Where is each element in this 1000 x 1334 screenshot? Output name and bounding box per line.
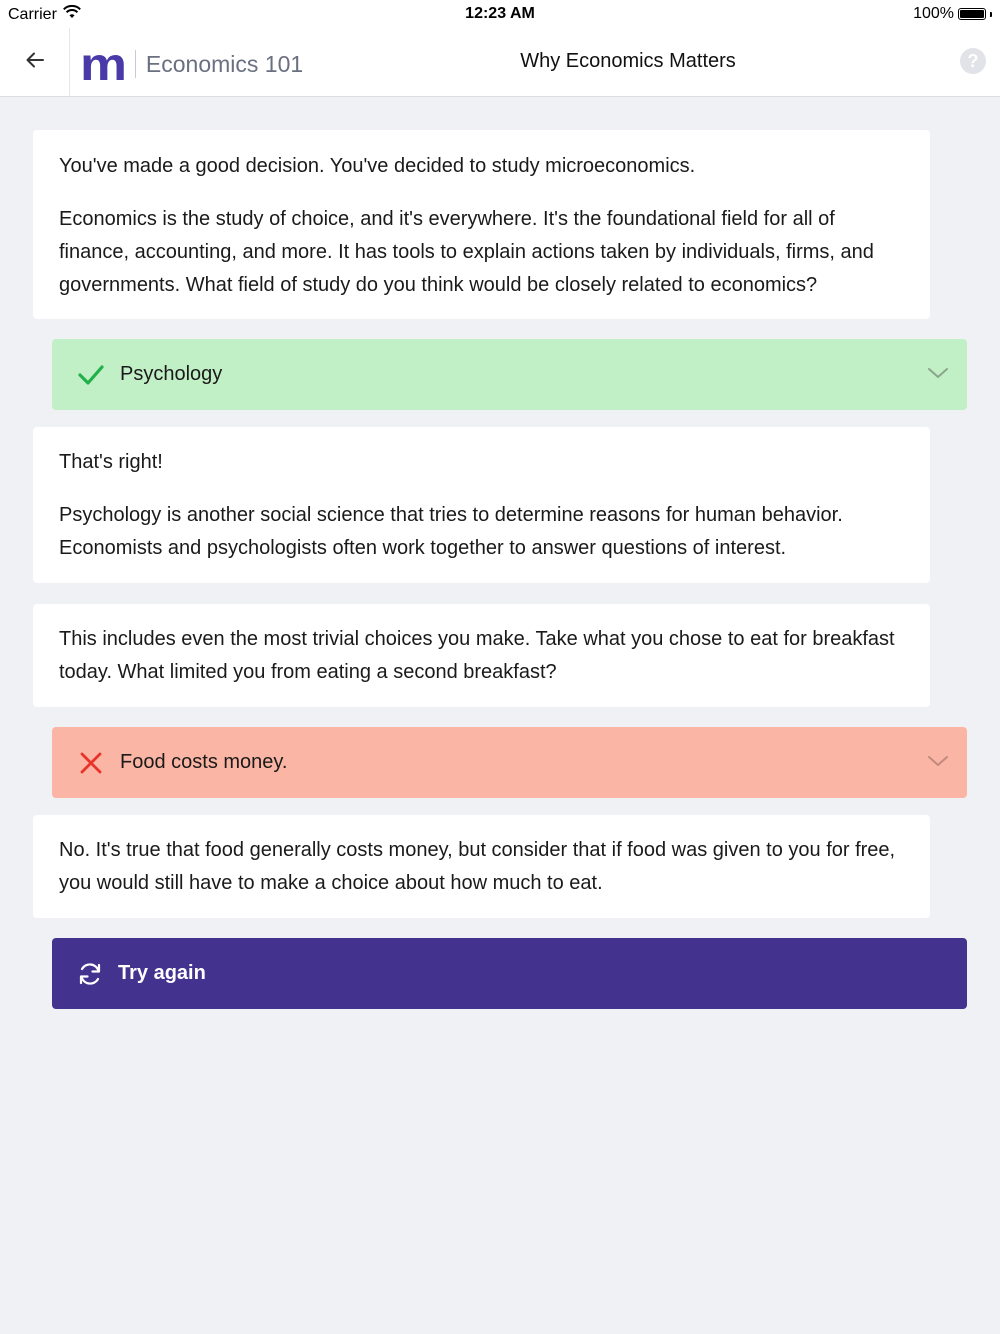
checkmark-icon	[76, 360, 106, 390]
feedback-card	[33, 815, 930, 918]
status-time: 12:23 AM	[465, 5, 535, 22]
back-button[interactable]	[0, 28, 70, 96]
question-text: This includes even the most trivial choices you make. Take what you chose to eat for breakfast today. What limited you from eating a second breakfast?	[59, 628, 895, 683]
answer-label: Psychology	[120, 363, 223, 385]
intro-card	[33, 130, 930, 319]
answer-option-incorrect[interactable]	[52, 727, 967, 798]
carrier-label: Carrier	[8, 5, 57, 23]
battery-icon	[958, 8, 986, 20]
feedback-heading: That's right!	[59, 451, 163, 473]
status-battery	[913, 5, 992, 23]
brand-divider	[135, 50, 136, 78]
answer-option-correct[interactable]	[52, 339, 967, 410]
course-title: Economics 101	[145, 50, 304, 77]
answer-label: Food costs money.	[120, 751, 288, 773]
brand-logo: m	[80, 38, 125, 90]
chevron-down-icon	[927, 751, 949, 774]
x-icon	[76, 748, 106, 778]
question-card	[33, 604, 930, 707]
arrow-left-icon	[25, 51, 45, 74]
intro-paragraph: Economics is the study of choice, and it's everywhere. It's the foundational field for all of finance, accounting, and more. It has tools to explain actions taken by individuals, firms, and governments. What field of study do you think would be closely related to economics?	[59, 208, 874, 296]
battery-percent: 100%	[913, 5, 954, 22]
battery-fill	[960, 10, 984, 18]
feedback-paragraph: Psychology is another social science that tries to determine reasons for human behavior. Economists and psychologists often work together to answer questions of interest.	[59, 504, 843, 559]
refresh-icon	[76, 960, 104, 988]
intro-paragraph: You've made a good decision. You've decided to study microeconomics.	[59, 155, 696, 177]
help-button[interactable]	[960, 48, 986, 74]
try-again-button[interactable]	[52, 938, 967, 1009]
try-again-label: Try again	[118, 962, 206, 984]
nav-bar	[0, 28, 1000, 97]
brand[interactable]	[80, 38, 304, 90]
battery-tip	[990, 12, 992, 17]
status-bar	[0, 0, 1000, 28]
feedback-text: No. It's true that food generally costs money, but consider that if food was given to you for free, you would still have to make a choice about how much to eat.	[59, 839, 896, 894]
chevron-down-icon	[927, 363, 949, 386]
question-icon: ?	[967, 50, 979, 71]
page-title-text: Why Economics Matters	[520, 50, 736, 72]
feedback-card	[33, 427, 930, 583]
